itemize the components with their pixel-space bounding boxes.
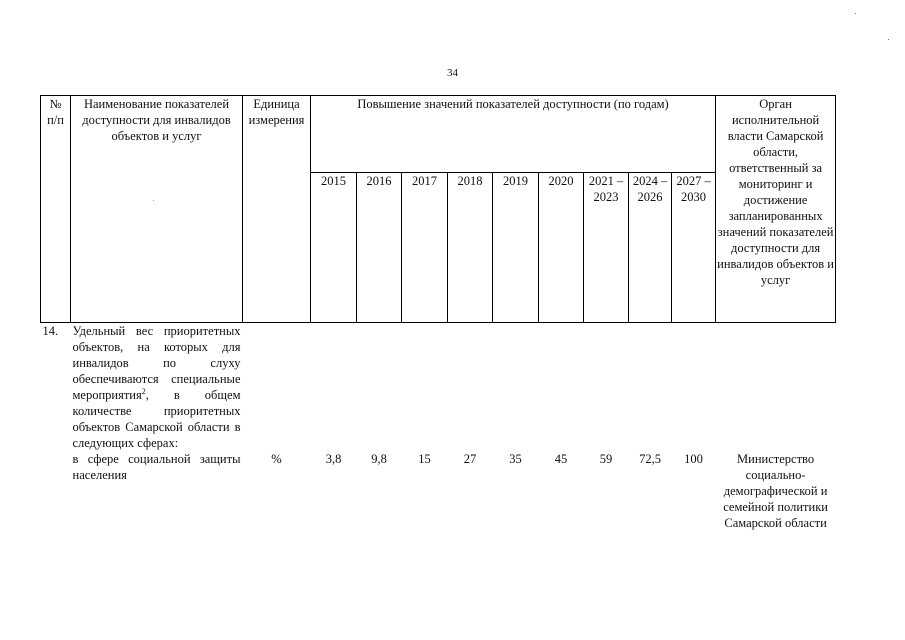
subrow-unit: %	[271, 452, 282, 466]
page-number: 34	[447, 67, 458, 79]
header-number	[41, 96, 71, 323]
header-year-2027-2030: 2027 – 2030	[672, 173, 716, 323]
table-row	[41, 451, 836, 531]
table-row	[41, 323, 836, 452]
header-year-2017: 2017	[402, 173, 448, 323]
row-indicator-name	[71, 323, 243, 452]
value-2018: 27	[463, 452, 477, 466]
subrow-sphere-name: в сфере социальной защиты населения	[72, 452, 241, 482]
row-name-part1: Удельный вес приоритетных объектов, на которых для инвалидов по слуху обеспечиваются специальные мероприятия	[72, 324, 241, 402]
value-2024-2026: 72,5	[639, 452, 661, 466]
value-2019: 35	[509, 452, 522, 466]
value-2021-2023: 59	[599, 452, 613, 466]
header-increase-by-year: Повышение значений показателей доступности (по годам)	[311, 96, 716, 173]
header-year-2024-2026: 2024 – 2026	[629, 173, 672, 323]
subrow-authority: Министерство социально-демографической и семейной политики Самарской области	[723, 452, 828, 530]
indicators-table	[40, 95, 836, 531]
header-year-2021-2023: 2021 – 2023	[584, 173, 629, 323]
scan-speck	[855, 13, 856, 14]
header-unit: Единица измерения	[243, 96, 311, 323]
header-indicator-name: Наименование показателей доступности для инвалидов объектов и услуг	[71, 96, 243, 323]
header-year-2019: 2019	[493, 173, 539, 323]
row-number: 14.	[42, 324, 59, 338]
header-year-2018: 2018	[448, 173, 493, 323]
header-year-2015: 2015	[311, 173, 357, 323]
scan-speck	[888, 39, 889, 40]
footnote-mark: 2	[141, 386, 146, 396]
row-name-part2: , в общем количестве приоритетных объектов Самарской области в следующих сферах:	[72, 388, 241, 450]
header-year-2016: 2016	[357, 173, 402, 323]
value-2016: 9,8	[371, 452, 387, 466]
value-2017: 15	[418, 452, 431, 466]
header-year-2020: 2020	[539, 173, 584, 323]
header-authority: Орган исполнительной власти Самарской области, ответственный за мониторинг и достижение запланированных значений показателей доступности для инвалидов объектов и услуг	[716, 96, 836, 323]
header-number-line1: №	[49, 97, 62, 111]
header-number-line2: п/п	[47, 113, 64, 127]
header-row-1	[41, 96, 836, 173]
value-2015: 3,8	[325, 452, 342, 466]
value-2027-2030: 100	[684, 452, 703, 466]
value-2020: 45	[554, 452, 568, 466]
